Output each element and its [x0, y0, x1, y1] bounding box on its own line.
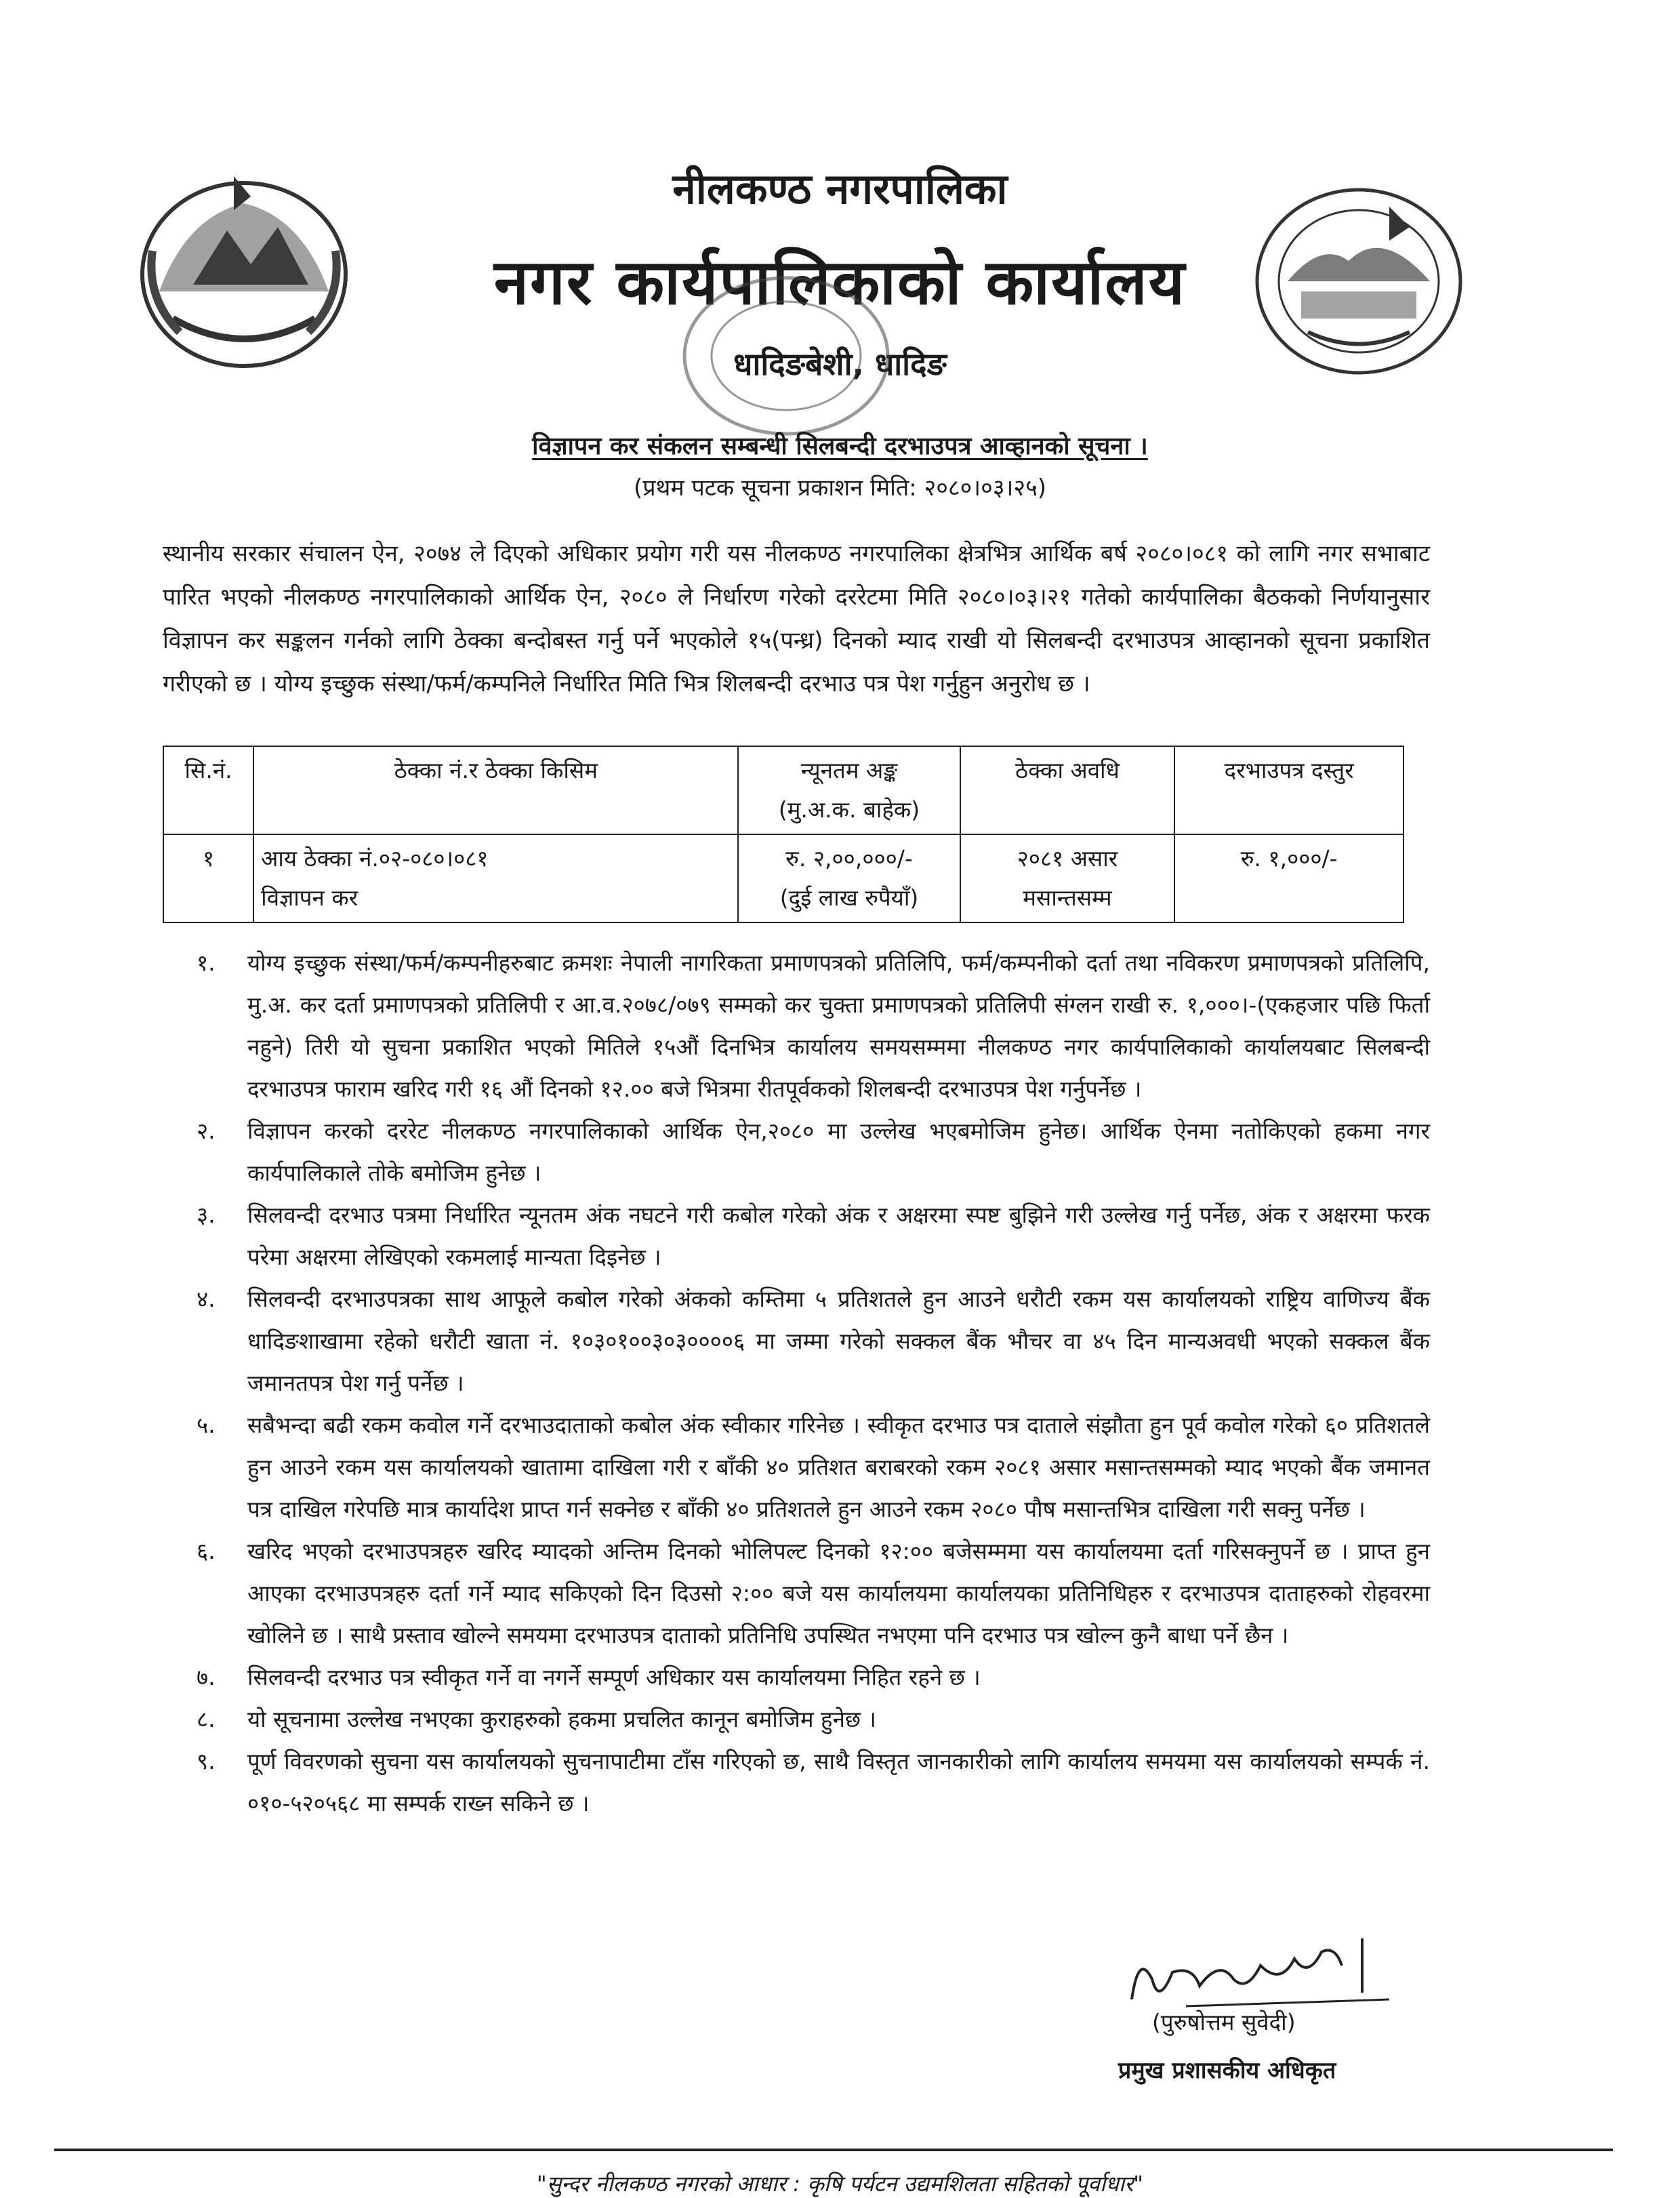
list-item [163, 1530, 1430, 1656]
col-header-contract: ठेक्का नं.र ठेक्का किसिम [253, 746, 738, 834]
conditions-list [163, 942, 1430, 1825]
table-header-row [163, 746, 1404, 834]
min-amount-label: न्यूनतम अङ्क [800, 757, 898, 783]
item-number: ६. [197, 1538, 216, 1564]
cell-fee: रु. १,०००/- [1174, 834, 1404, 922]
list-item [163, 1656, 1430, 1698]
item-text: योग्य इच्छुक संस्था/फर्म/कम्पनीहरुबाट क्रमशः नेपाली नागरिकता प्रमाणपत्रको प्रतिलिपि, फर्म/कम्पनीको दर्ता तथा नविकरण प्रमाणपत्रको प्रतिलिपि, मु.अ. कर दर्ता प्रमाणपत्रको प्रतिलिपी र आ.व.२०७८/०७९ सम्मको कर चुक्ता प्रमाणपत्रको प्रतिलिपी संग्लन राखी रु. १,०००।-(एकहजार पछि फिर्ता नहुने) तिरी यो सुचना प्रकाशित भएको मितिले १५औं दिनभित्र कार्यालय समयसम्ममा नीलकण्ठ नगर कार्यपालिकाको कार्यालयबाट सिलबन्दी दरभाउपत्र फाराम खरिद गरी १६ औं दिनको १२.०० बजे भित्रमा रीतपूर्वकको शिलबन्दी दरभाउपत्र पेश गर्नुपर्नेछ । [247, 950, 1430, 1102]
list-item [163, 1741, 1430, 1825]
item-number: ३. [197, 1202, 216, 1228]
office-name: नगर कार्यपालिकाको कार्यालय [493, 246, 1187, 319]
cell-contract [253, 834, 738, 922]
municipality-name: नीलकण्ठ नगरपालिका [672, 164, 1008, 213]
min-amount-words: (दुई लाख रुपैयाँ) [779, 884, 919, 911]
min-amount-note: (मु.अ.क. बाहेक) [778, 796, 920, 823]
office-location: धादिङबेशी, धादिङ [733, 346, 947, 382]
signatory-name: (पुरुषोत्तम सुवेदी) [1152, 2009, 1296, 2035]
list-item [163, 942, 1430, 1110]
item-number: ९. [197, 1748, 216, 1774]
list-item [163, 1194, 1430, 1278]
item-number: ७. [197, 1664, 216, 1690]
item-number: १. [197, 950, 216, 976]
item-text: खरिद भएको दरभाउपत्रहरु खरिद म्यादको अन्तिम दिनको भोलिपल्ट दिनको १२:०० बजेसम्ममा यस कार्यालयमा दर्ता गरिसक्नुपर्ने छ । प्राप्त हुन आएका दरभाउपत्रहरु दर्ता गर्ने म्याद सकिएको दिन दिउसो २:०० बजे यस कार्यालयमा कार्यालयका प्रतिनिधिहरु र दरभाउपत्र दाताहरुको रोहवरमा खोलिने छ । साथै प्रस्ताव खोल्ने समयमा दरभाउपत्र दाताको प्रतिनिधि उपस्थित नभएमा पनि दरभाउ पत्र खोल्न कुनै बाधा पर्ने छैन । [247, 1538, 1430, 1648]
col-header-period: ठेक्का अवधि [960, 746, 1175, 834]
item-text: पूर्ण विवरणको सुचना यस कार्यालयको सुचनापाटीमा टाँस गरिएको छ, साथै विस्तृत जानकारीको लागि कार्यालय समयमा यस कार्यालयको सम्पर्क नं. ०१०-५२०५६८ मा सम्पर्क राख्न सकिने छ । [247, 1748, 1430, 1816]
min-amount-figure: रु. २,००,०००/- [785, 845, 913, 872]
item-text: सिलवन्दी दरभाउपत्रका साथ आफूले कबोल गरेको अंकको कम्तिमा ५ प्रतिशतले हुन आउने धरौटी रकम यस कार्यालयको राष्ट्रिय वाणिज्य बैंक धादिङशाखामा रहेको धरौटी खाता नं. १०३०१००३०३००००६ मा जम्मा गरेको सक्कल बैंक भौचर वा ४५ दिन मान्यअवधी भएको सक्कल बैंक जमानतपत्र पेश गर्नु पर्नेछ । [247, 1286, 1430, 1396]
item-text: विज्ञापन करको दररेट नीलकण्ठ नगरपालिकाको आर्थिक ऐन,२०८० मा उल्लेख भएबमोजिम हुनेछ। आर्थिक ऐनमा नतोकिएको हकमा नगर कार्यपालिकाले तोके बमोजिम हुनेछ । [247, 1118, 1430, 1186]
office-stamp-icon [678, 268, 895, 444]
item-text: यो सूचनामा उल्लेख नभएका कुराहरुको हकमा प्रचलित कानून बमोजिम हुनेछ । [247, 1706, 877, 1732]
col-header-fee: दरभाउपत्र दस्तुर [1174, 746, 1404, 834]
table-row [163, 834, 1404, 922]
footer-slogan: "सुन्दर नीलकण्ठ नगरको आधार : कृषि पर्यटन उद्यमशिलता सहितको पूर्वाधार" [536, 2171, 1144, 2197]
cell-min-amount [738, 834, 960, 922]
item-text: सबैभन्दा बढी रकम कवोल गर्ने दरभाउदाताको कबोल अंक स्वीकार गरिनेछ । स्वीकृत दरभाउ पत्र दाताले संझौता हुन पूर्व कवोल गरेको ६० प्रतिशतले हुन आउने रकम यस कार्यालयको खातामा दाखिला गरी र बाँकी ४० प्रतिशत बराबरको रकम २०८१ असार मसान्तसम्मको म्याद भएको बैंक जमानत पत्र दाखिल गरेपछि मात्र कार्यादेश प्राप्त गर्न सक्नेछ र बाँकी ४० प्रतिशतले हुन आउने रकम २०८० पौष मसान्तभित्र दाखिला गरी सक्नु पर्नेछ । [247, 1412, 1430, 1522]
item-number: २. [197, 1118, 216, 1144]
municipality-logo-icon [1247, 180, 1471, 383]
item-number: ८. [197, 1706, 216, 1732]
notice-title-text: विज्ञापन कर संकलन सम्बन्धी सिलबन्दी दरभाउपत्र आव्हानको सूचना । [532, 432, 1148, 460]
list-item [163, 1404, 1430, 1530]
period-line-1: २०८१ असार [1017, 845, 1118, 872]
item-number: ४. [197, 1286, 216, 1312]
notice-publish-date: (प्रथम पटक सूचना प्रकाशन मिति: २०८०।०३।२५) [633, 474, 1047, 502]
footer-divider [54, 2149, 1613, 2151]
contract-number: आय ठेक्का नं.०२-०८०।०८१ [261, 845, 489, 872]
cell-sn: १ [163, 834, 253, 922]
cell-period [960, 834, 1175, 922]
signatory-title: प्रमुख प्रशासकीय अधिकृत [1118, 2057, 1336, 2084]
col-header-min-amount [738, 746, 960, 834]
intro-paragraph: स्थानीय सरकार संचालन ऐन, २०७४ ले दिएको अधिकार प्रयोग गरी यस नीलकण्ठ नगरपालिका क्षेत्रभित्र आर्थिक बर्ष २०८०।०८१ को लागि नगर सभाबाट पारित भएको नीलकण्ठ नगरपालिकाको आर्थिक ऐन, २०८० ले निर्धारण गरेको दररेटमा मिति २०८०।०३।२१ गतेको कार्यपालिका बैठकको निर्णयानुसार विज्ञापन कर सङ्कलन गर्नको लागि ठेक्का बन्दोबस्त गर्नु पर्ने भएकोले १५(पन्ध्र) दिनको म्याद राखी यो सिलबन्दी दरभाउपत्र आव्हानको सूचना प्रकाशित गरीएको छ । योग्य इच्छुक संस्था/फर्म/कम्पनिले निर्धारित मिति भित्र शिलबन्दी दरभाउ पत्र पेश गर्नुहुन अनुरोध छ । [163, 540, 1430, 697]
contract-type: विज्ञापन कर [261, 884, 358, 911]
notice-title [0, 428, 1680, 462]
list-item [163, 1278, 1430, 1404]
col-header-sn: सि.नं. [163, 746, 253, 834]
list-item [163, 1110, 1430, 1194]
period-line-2: मसान्तसम्म [1023, 884, 1112, 911]
item-text: सिलवन्दी दरभाउ पत्रमा निर्धारित न्यूनतम अंक नघटने गरी कबोल गरेको अंक र अक्षरमा स्पष्ट बुझिने गरी उल्लेख गर्नु पर्नेछ, अंक र अक्षरमा फरक परेमा अक्षरमा लेखिएको रकमलाई मान्यता दिइनेछ । [247, 1202, 1430, 1270]
item-number: ५. [197, 1412, 216, 1438]
list-item [163, 1698, 1430, 1741]
item-text: सिलवन्दी दरभाउ पत्र स्वीकृत गर्ने वा नगर्ने सम्पूर्ण अधिकार यस कार्यालयमा निहित रहने छ । [247, 1664, 981, 1690]
contract-table [163, 746, 1404, 923]
